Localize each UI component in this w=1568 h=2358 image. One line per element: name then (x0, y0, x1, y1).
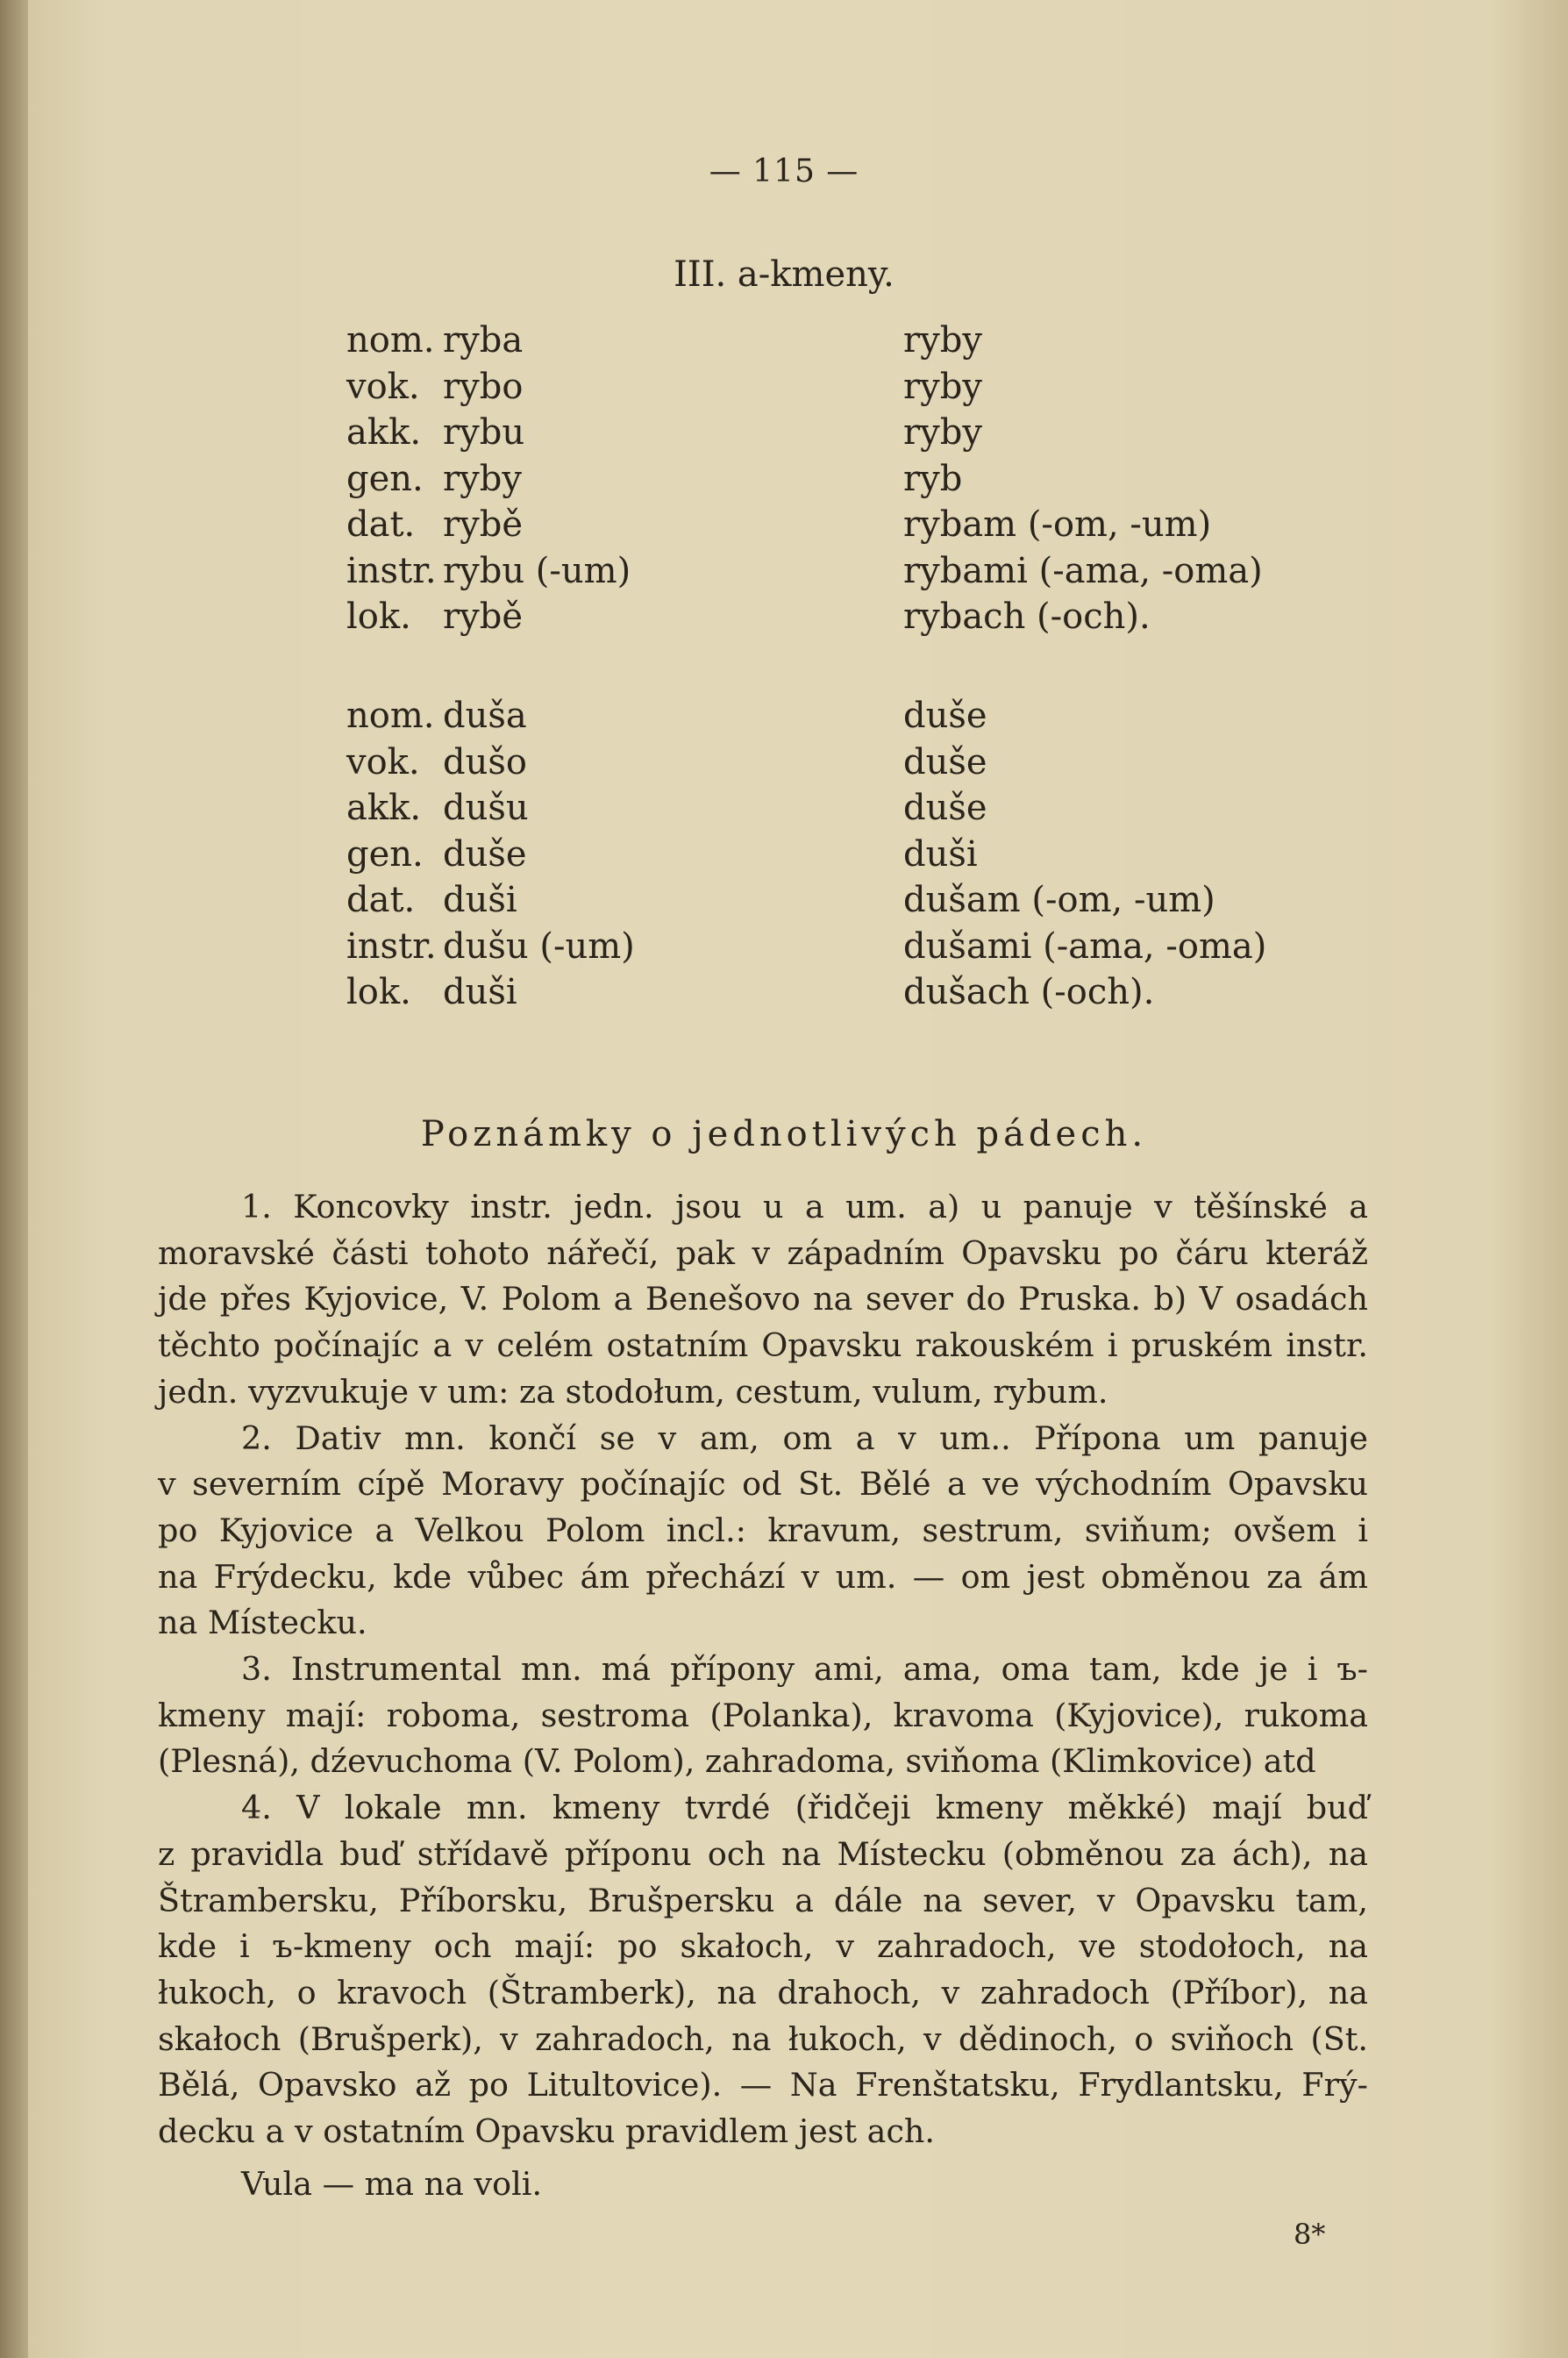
case-label: dat. (346, 504, 416, 545)
case-label: gen. (346, 833, 424, 875)
singular-form: rybu (-um) (443, 550, 631, 591)
declension-row (346, 502, 1355, 548)
singular-form: duši (443, 972, 517, 1012)
note-1 (158, 1184, 1368, 1416)
text-line: na Frýdecku, kde vůbec ám přechází v um. — om jest obměnou za ám (158, 1557, 1368, 1596)
declension-row (346, 410, 1355, 456)
plural-form: ryb (903, 458, 963, 499)
page-number: — 115 — (709, 154, 859, 189)
text-line: skałoch (Brušperk), v zahradoch, na łukoch, v dědinoch, o sviňoch (St. (158, 2019, 1368, 2058)
singular-form: duša (443, 696, 527, 736)
notes-title: Poznámky o jednotlivých pádech. (420, 1114, 1148, 1154)
text-line: 1. Koncovky instr. jedn. jsou u a um. a) u panuje v těšínské a (241, 1188, 1368, 1225)
text-line: jedn. vyzvukuje v um: za stodołum, cestum, vulum, rybum. (158, 1372, 1108, 1411)
singular-form: duše (443, 833, 527, 875)
singular-form: rybě (443, 597, 523, 637)
declension-row (346, 877, 1355, 924)
text-line: Štrambersku, Příborsku, Brušpersku a dále na sever, v Opavsku tam, (158, 1881, 1368, 1919)
plural-form: rybami (-ama, -oma) (903, 550, 1263, 591)
text-line: łukoch, o kravoch (Štramberk), na drahoch, v zahradoch (Příbor), na (158, 1973, 1368, 2011)
notes-section (158, 1184, 1368, 2155)
declension-table-ryba (346, 318, 1355, 640)
section-title: III. a-kmeny. (674, 254, 894, 295)
case-label: nom. (346, 320, 435, 361)
case-label: akk. (346, 412, 422, 453)
plural-form: duše (903, 788, 987, 828)
text-line: decku a v ostatním Opavsku pravidlem jest ach. (158, 2112, 935, 2151)
plural-form: dušam (-om, -um) (903, 880, 1215, 920)
declension-table-dusa (346, 693, 1355, 1016)
note-4 (158, 1785, 1368, 2155)
case-label: lok. (346, 972, 411, 1012)
text-line: 2. Dativ mn. končí se v am, om a v um.. Přípona um panuje (241, 1418, 1368, 1457)
declension-row (346, 456, 1355, 503)
text-line: 3. Instrumental mn. má přípony ami, ama, oma tam, kde je i ъ- (241, 1650, 1368, 1689)
closing-line: Vula — ma na voli. (241, 2165, 543, 2203)
declension-row (346, 969, 1355, 1016)
signature-mark: 8* (1294, 2218, 1326, 2251)
plural-form: ryby (903, 320, 982, 361)
singular-form: rybu (443, 412, 525, 453)
singular-form: duši (443, 880, 517, 920)
case-label: nom. (346, 696, 435, 736)
text-line: po Kyjovice a Velkou Polom incl.: kravum, sestrum, sviňum; ovšem i (158, 1511, 1368, 1549)
plural-form: dušami (-ama, -oma) (903, 925, 1267, 967)
case-label: instr. (346, 550, 437, 591)
declension-row (346, 548, 1355, 595)
declension-row (346, 318, 1355, 364)
case-label: akk. (346, 788, 422, 828)
case-label: dat. (346, 880, 416, 920)
text-line: kde i ъ-kmeny och mají: po skałoch, v zahradoch, ve stodołoch, na (158, 1927, 1368, 1966)
declension-row (346, 740, 1355, 786)
declension-row (346, 785, 1355, 832)
plural-form: dušach (-och). (903, 972, 1155, 1012)
text-line: kmeny mají: roboma, sestroma (Polanka), kravoma (Kyjovice), rukoma (158, 1696, 1368, 1734)
declension-row (346, 832, 1355, 878)
declension-row (346, 924, 1355, 970)
declension-row (346, 693, 1355, 740)
plural-form: rybach (-och). (903, 597, 1151, 637)
text-line: 4. V lokale mn. kmeny tvrdé (řidčeji kmeny měkké) mají buď (241, 1789, 1368, 1827)
note-2 (158, 1416, 1368, 1647)
plural-form: duši (903, 833, 978, 875)
text-line: těchto počínajíc a v celém ostatním Opavsku rakouském i pruském instr. (158, 1326, 1368, 1365)
text-line: v severním cípě Moravy počínajíc od St. Bělé a ve východním Opavsku (158, 1465, 1368, 1504)
singular-form: ryby (443, 458, 522, 499)
book-spine (0, 0, 28, 2358)
text-line: (Plesná), dźevuchoma (V. Polom), zahradoma, sviňoma (Klimkovice) atd (158, 1742, 1316, 1781)
singular-form: dušu (443, 788, 529, 828)
text-line: na Místecku. (158, 1604, 367, 1642)
plural-form: ryby (903, 412, 982, 453)
declension-row (346, 594, 1355, 640)
text-line: Bělá, Opavsko až po Litultovice). — Na Frenštatsku, Frydlantsku, Frý- (158, 2066, 1368, 2104)
text-line: jde přes Kyjovice, V. Polom a Benešovo na sever do Pruska. b) V osadách (158, 1280, 1368, 1318)
plural-form: rybam (-om, -um) (903, 504, 1212, 545)
case-label: gen. (346, 458, 424, 499)
note-3 (158, 1647, 1368, 1785)
text-line: moravské části tohoto nářečí, pak v západním Opavsku po čáru kteráž (158, 1233, 1368, 1272)
singular-form: rybě (443, 504, 523, 545)
plural-form: ryby (903, 366, 982, 407)
text-line: z pravidla buď střídavě příponu och na Místecku (obměnou za ách), na (158, 1834, 1368, 1873)
singular-form: dušu (-um) (443, 925, 635, 967)
case-label: vok. (346, 741, 420, 782)
case-label: vok. (346, 366, 420, 407)
plural-form: duše (903, 696, 987, 736)
singular-form: dušo (443, 741, 527, 782)
plural-form: duše (903, 741, 987, 782)
case-label: instr. (346, 925, 437, 967)
singular-form: rybo (443, 366, 524, 407)
declension-row (346, 364, 1355, 411)
singular-form: ryba (443, 320, 524, 361)
case-label: lok. (346, 597, 411, 637)
